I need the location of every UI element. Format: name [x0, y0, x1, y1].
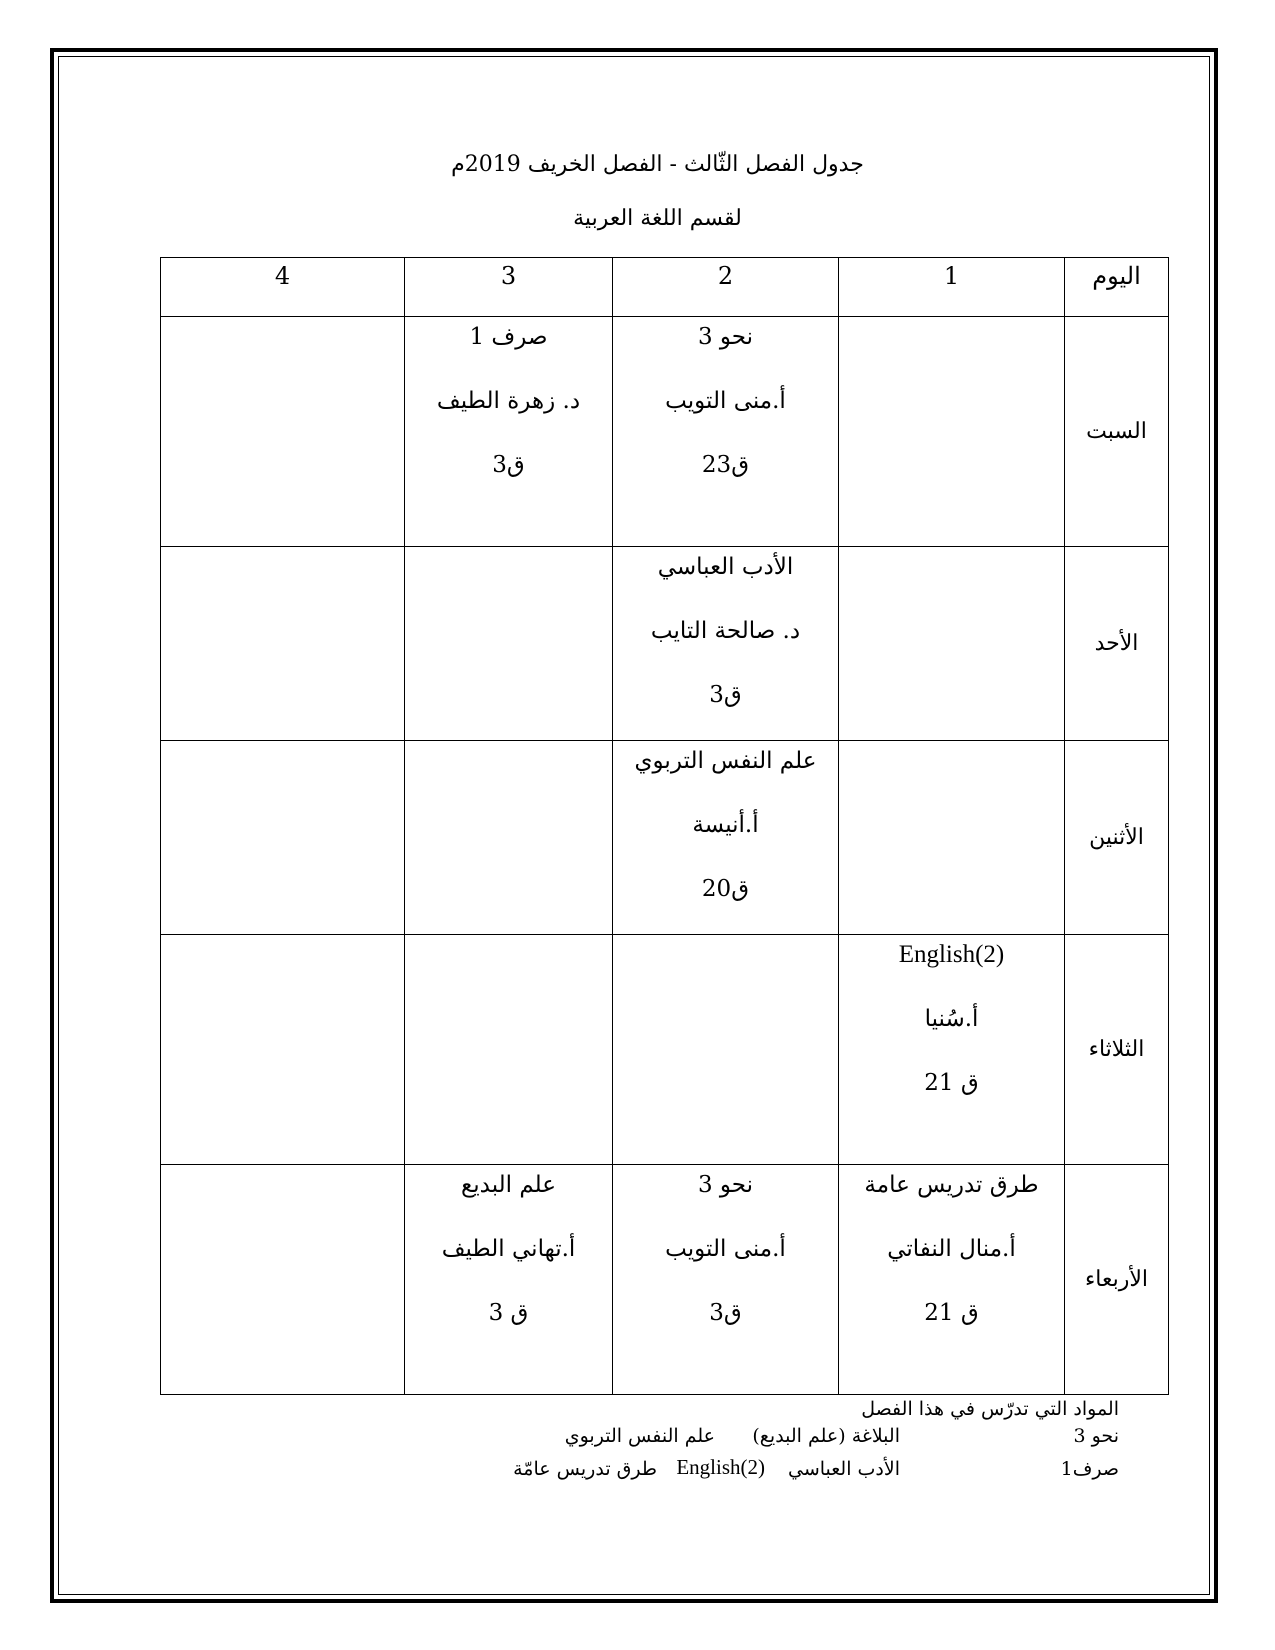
room-number: ق20: [701, 876, 750, 903]
document-title: جدول الفصل الثّالث - الفصل الخريف 2019م: [451, 152, 864, 177]
course-name: طرق تدريس عامة: [864, 1172, 1039, 1199]
subject-teaching-methods: طرق تدريس عامّة: [513, 1458, 657, 1480]
day-cell: الأحد: [1065, 546, 1169, 740]
instructor-name: أ.منال النفاتي: [887, 1236, 1016, 1263]
header-row: [161, 258, 1169, 317]
slot-cell: [613, 935, 839, 1165]
course-name: صرف 1: [469, 323, 548, 350]
slot-cell: [839, 546, 1065, 740]
day-cell: الثلاثاء: [1065, 935, 1169, 1165]
course-name: الأدب العباسي: [657, 553, 794, 580]
instructor-name: أ.تهاني الطيف: [441, 1236, 576, 1263]
slot-cell: [161, 935, 405, 1165]
course-name: نحو 3: [697, 323, 754, 350]
row-sunday: [161, 546, 1169, 740]
slot-cell: [839, 1165, 1065, 1395]
slot-cell: [613, 1165, 839, 1395]
room-number: ق 21: [924, 1300, 979, 1327]
instructor-name: أ.منى التويب: [665, 1236, 786, 1263]
row-monday: [161, 741, 1169, 935]
slot-cell: [839, 935, 1065, 1165]
row-wednesday: [161, 1165, 1169, 1395]
slot-cell: [405, 935, 613, 1165]
instructor-name: د. زهرة الطيف: [436, 387, 581, 414]
slot-cell: [405, 546, 613, 740]
instructor-name: أ.أنيسة: [692, 812, 759, 839]
subject-english: English(2): [676, 1455, 765, 1479]
instructor-name: د. صالحة التايب: [650, 617, 801, 644]
day-cell: الأربعاء: [1065, 1165, 1169, 1395]
instructor-name: أ.سُنيا: [924, 1006, 979, 1033]
slot-cell: [405, 1165, 613, 1395]
slot-cell: [161, 546, 405, 740]
room-number: ق3: [709, 1300, 742, 1327]
course-name: نحو 3: [697, 1172, 754, 1199]
slot-cell: [613, 546, 839, 740]
course-name: English(2): [898, 941, 1005, 969]
day-cell: السبت: [1065, 316, 1169, 546]
room-number: ق3: [492, 451, 525, 478]
room-number: ق 3: [488, 1300, 529, 1327]
course-name: علم النفس التربوي: [634, 748, 817, 775]
slot-cell: [405, 316, 613, 546]
slot-cell: [161, 1165, 405, 1395]
slot-cell: [613, 316, 839, 546]
room-number: ق23: [701, 451, 750, 478]
slot-cell: [405, 741, 613, 935]
header-period-4: 4: [161, 258, 405, 317]
row-saturday: [161, 316, 1169, 546]
header-period-3: 3: [405, 258, 613, 317]
schedule-table: [160, 257, 1169, 1395]
header-period-1: 1: [839, 258, 1065, 317]
slot-cell: [161, 316, 405, 546]
subjects-heading: المواد التي تدرّس في هذا الفصل: [861, 1398, 1119, 1420]
header-day: اليوم: [1065, 258, 1169, 317]
instructor-name: أ.منى التويب: [665, 387, 786, 414]
subject-abbasid-literature: الأدب العباسي: [787, 1458, 900, 1480]
slot-cell: [839, 316, 1065, 546]
day-cell: الأثنين: [1065, 741, 1169, 935]
course-name: علم البديع: [460, 1172, 556, 1199]
slot-cell: [161, 741, 405, 935]
subject-nahw: نحو 3: [1073, 1425, 1119, 1447]
slot-cell: [613, 741, 839, 935]
room-number: ق3: [709, 681, 742, 708]
subject-psychology: علم النفس التربوي: [564, 1425, 715, 1447]
subject-sarf: صرف1: [1060, 1458, 1119, 1480]
document-subtitle: لقسم اللغة العربية: [573, 206, 742, 231]
room-number: ق 21: [924, 1070, 979, 1097]
header-period-2: 2: [613, 258, 839, 317]
subject-balagha: البلاغة (علم البديع): [752, 1425, 900, 1447]
row-tuesday: [161, 935, 1169, 1165]
slot-cell: [839, 741, 1065, 935]
